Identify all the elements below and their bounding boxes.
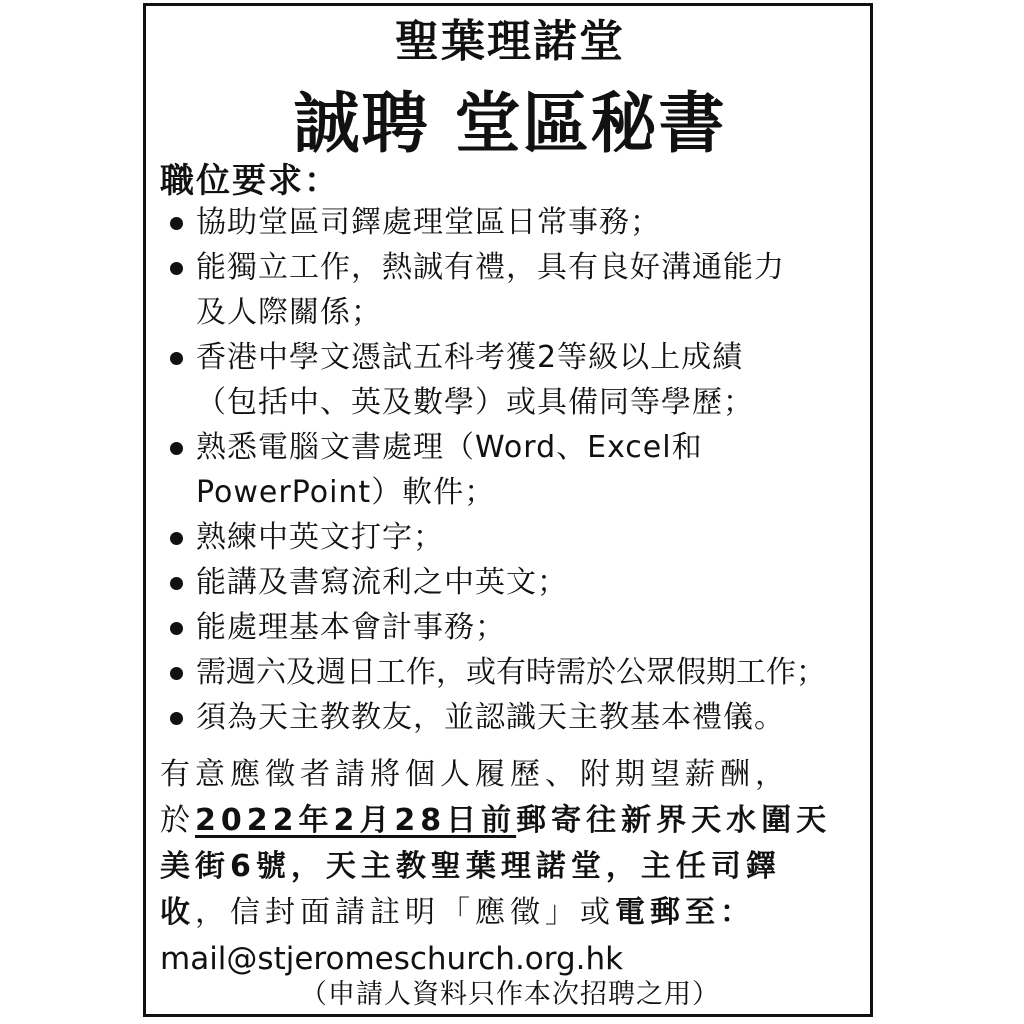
requirement-item bbox=[160, 245, 860, 335]
bullet-dot-icon bbox=[170, 712, 183, 725]
bullet-dot-icon bbox=[170, 577, 183, 590]
application-deadline: 2022年2月28日前 bbox=[195, 803, 517, 838]
requirement-line: 需週六及週日工作，或有時需於公眾假期工作； bbox=[196, 655, 826, 690]
application-text: ，信封面請註明「應徵」或 bbox=[195, 895, 615, 930]
requirement-line: 及人際關係； bbox=[196, 295, 382, 330]
requirement-line: 協助堂區司鐸處理堂區日常事務； bbox=[196, 205, 661, 240]
requirement-item bbox=[160, 515, 860, 560]
requirement-line: 熟悉電腦文書處理（Word、Excel和 bbox=[196, 430, 703, 465]
bullet-dot-icon bbox=[170, 532, 183, 545]
requirement-line: PowerPoint）軟件； bbox=[196, 475, 496, 510]
requirement-item bbox=[160, 335, 860, 425]
requirements-heading: 職位要求： bbox=[160, 161, 340, 201]
job-headline: 誠聘 堂區秘書 bbox=[293, 85, 727, 162]
bullet-dot-icon bbox=[170, 442, 183, 455]
bullet-dot-icon bbox=[170, 217, 183, 230]
requirement-item bbox=[160, 650, 860, 695]
requirement-item bbox=[160, 605, 860, 650]
bullet-dot-icon bbox=[170, 667, 183, 680]
requirement-line: 能獨立工作，熱誠有禮，具有良好溝通能力 bbox=[196, 250, 785, 285]
bullet-dot-icon bbox=[170, 352, 183, 365]
bullet-dot-icon bbox=[170, 262, 183, 275]
application-instructions bbox=[160, 752, 860, 982]
application-line bbox=[160, 798, 860, 844]
church-name: 聖葉理諾堂 bbox=[395, 16, 625, 67]
application-text: 於 bbox=[160, 803, 195, 838]
contact-email: mail@stjeromeschurch.org.hk bbox=[160, 941, 624, 977]
bullet-dot-icon bbox=[170, 622, 183, 635]
application-line bbox=[160, 890, 860, 936]
requirement-line: 須為天主教教友，並認識天主教基本禮儀。 bbox=[196, 700, 785, 735]
requirement-item bbox=[160, 560, 860, 605]
mailing-address: 美街6號，天主教聖葉理諾堂，主任司鐸 bbox=[160, 849, 781, 884]
requirement-item bbox=[160, 425, 860, 515]
requirement-line: 熟練中英文打字； bbox=[196, 520, 444, 555]
mailing-address: 收 bbox=[160, 895, 195, 930]
requirement-line: 香港中學文憑試五科考獲2等級以上成績 bbox=[196, 340, 744, 375]
requirement-line: 能處理基本會計事務； bbox=[196, 610, 506, 645]
application-line: 有意應徵者請將個人履歷、附期望薪酬， bbox=[160, 757, 790, 792]
mailing-address: 郵寄往新界天水圍天 bbox=[516, 803, 832, 838]
email-lead-in: 電郵至： bbox=[615, 895, 755, 930]
requirements-list bbox=[160, 200, 860, 740]
requirement-line: 能講及書寫流利之中英文； bbox=[196, 565, 568, 600]
privacy-note: （申請人資料只作本次招聘之用） bbox=[300, 979, 720, 1010]
requirement-line: （包括中、英及數學）或具備同等學歷； bbox=[196, 385, 754, 420]
requirement-item bbox=[160, 695, 860, 740]
requirement-item bbox=[160, 200, 860, 245]
